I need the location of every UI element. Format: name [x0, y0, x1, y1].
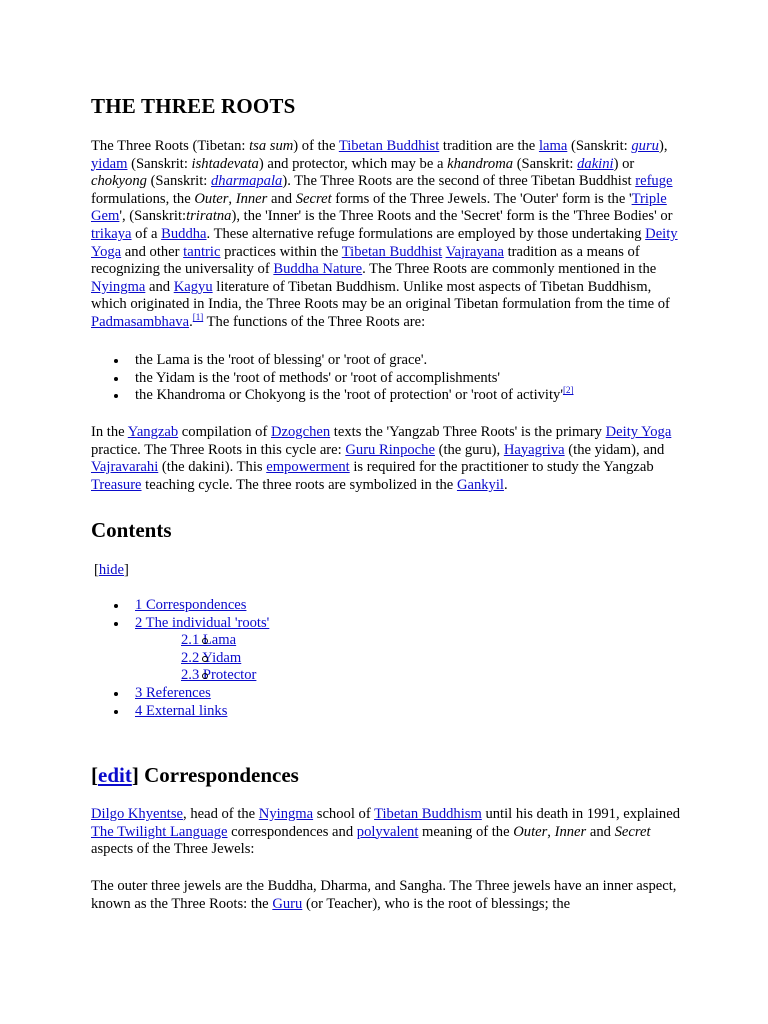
link-treasure[interactable]: Treasure: [91, 476, 142, 493]
toc-sublist: [135, 632, 735, 685]
roots-function-list: [91, 352, 691, 405]
link-guru-rinpoche[interactable]: Guru Rinpoche: [345, 441, 435, 458]
link-guru-2[interactable]: Guru: [272, 895, 303, 912]
link-tantric[interactable]: tantric: [183, 243, 221, 260]
link-dzogchen[interactable]: Dzogchen: [270, 424, 331, 440]
toc-item: [91, 703, 691, 721]
link-nyingma-2[interactable]: Nyingma: [258, 806, 314, 822]
link-yidam[interactable]: yidam: [91, 155, 128, 172]
toc-link-individual-roots[interactable]: 2 The individual 'roots': [135, 614, 270, 631]
link-empowerment[interactable]: empowerment: [266, 459, 350, 476]
toc-link-yidam[interactable]: 2.2 Yidam: [181, 649, 242, 666]
link-gankyil[interactable]: Gankyil: [456, 476, 504, 493]
toc-item: [135, 650, 735, 668]
link-kagyu[interactable]: Kagyu: [173, 278, 213, 295]
yangzab-paragraph: In the Yangzab compilation of Dzogchen texts the 'Yangzab Three Roots' is the primary Deity Yoga practice. The Three Roots in this cycle are: Guru Rinpoche (the guru), Hayagriva (the yidam), and Vajravarahi (the dakini). This empowerment is required for the practitioner to study the Yangzab Treasure teaching cycle. The three roots are symbolized in the Gankyil.: [91, 424, 672, 493]
toc-item: [91, 597, 691, 615]
intro-paragraph: The Three Roots (Tibetan: tsa sum) of the Tibetan Buddhist tradition are the lama (Sanskrit: guru), yidam (Sanskrit: ishtadevata) and protector, which may be a khandroma (Sanskrit: dakini) or chokyong (Sanskrit: dharmapala). The Three Roots are the second of three Tibetan Buddhist refuge formulations, the Outer, Inner and Secret forms of the Three Jewels. The 'Outer' form is the 'Triple Gem', (Sanskrit:triratna), the 'Inner' is the Three Roots and the 'Secret' form is the 'Three Bodies' or trikaya of a Buddha. These alternative refuge formulations are employed by those undertaking Deity Yoga and other tantric practices within the Tibetan Buddhist Vajrayana tradition as a means of recognizing the universality of Buddha Nature. The Three Roots are commonly mentioned in the Nyingma and Kagyu literature of Tibetan Buddhism. Unlike most aspects of Tibetan Buddhism, which originated in India, the Three Roots may be an original Tibetan formulation from the time of Padmasambhava.[1] The functions of the Three Roots are:: [91, 138, 678, 330]
link-tibetan-buddhist[interactable]: Tibetan Buddhist: [338, 138, 440, 154]
list-item: the Yidam is the 'root of methods' or 'root of accomplishments': [91, 370, 691, 388]
link-tibetan-buddhism[interactable]: Tibetan Buddhism: [374, 806, 482, 822]
toc-link-external-links[interactable]: 4 External links: [135, 702, 228, 719]
link-yangzab[interactable]: Yangzab: [127, 424, 179, 440]
link-hayagriva[interactable]: Hayagriva: [503, 441, 565, 458]
reference-link-2[interactable]: [2]: [562, 385, 574, 396]
correspondences-heading: [edit] Correspondences: [91, 763, 299, 787]
link-dharmapala[interactable]: dharmapala: [210, 173, 283, 190]
list-item: the Lama is the 'root of blessing' or 'root of grace'.: [91, 352, 691, 370]
link-deity-yoga-2[interactable]: Deity Yoga: [605, 424, 672, 440]
toc-hide-link[interactable]: hide: [98, 562, 125, 578]
toc-toggle: [hide]: [94, 562, 129, 578]
link-nyingma[interactable]: Nyingma: [91, 278, 146, 295]
link-tibetan-buddhist-2[interactable]: Tibetan Buddhist: [341, 243, 443, 260]
three-jewels-paragraph: The outer three jewels are the Buddha, Dharma, and Sangha. The Three jewels have an inner aspect, known as the Three Roots: the Guru (or Teacher), who is the root of blessings; the: [91, 878, 677, 912]
edit-section-link[interactable]: edit: [98, 763, 132, 787]
reference-link-1[interactable]: [1]: [192, 311, 204, 322]
link-deity-yoga[interactable]: Deity Yoga: [91, 225, 678, 260]
toc-item: [135, 632, 735, 650]
toc-item: [91, 615, 691, 685]
link-buddha-nature[interactable]: Buddha Nature: [273, 261, 363, 278]
link-padmasambhava[interactable]: Padmasambhava: [91, 313, 190, 330]
contents-heading: Contents: [91, 518, 172, 542]
toc-item: [135, 667, 735, 685]
toc-link-protector[interactable]: 2.3 Protector: [181, 667, 257, 684]
link-trikaya[interactable]: trikaya: [91, 225, 132, 242]
link-refuge[interactable]: refuge: [635, 173, 673, 190]
link-buddha[interactable]: Buddha: [161, 225, 207, 242]
link-twilight-language[interactable]: The Twilight Language: [91, 823, 228, 840]
link-vajrayana[interactable]: Vajrayana: [445, 243, 504, 260]
link-lama[interactable]: lama: [538, 138, 568, 154]
toc-link-lama[interactable]: 2.1 Lama: [181, 632, 237, 649]
page-title: THE THREE ROOTS: [91, 94, 296, 118]
toc-item: [91, 685, 691, 703]
link-dakini[interactable]: dakini: [577, 155, 614, 172]
toc-link-correspondences[interactable]: 1 Correspondences: [135, 597, 247, 613]
link-guru[interactable]: guru: [631, 138, 659, 154]
toc-link-references[interactable]: 3 References: [135, 684, 211, 701]
table-of-contents: [91, 597, 691, 720]
correspondences-paragraph: Dilgo Khyentse, head of the Nyingma school of Tibetan Buddhism until his death in 1991, explained The Twilight Language correspondences and polyvalent meaning of the Outer, Inner and Secret aspects of the Three Jewels:: [91, 806, 680, 858]
link-dilgo-khyentse[interactable]: Dilgo Khyentse: [91, 806, 184, 822]
link-polyvalent[interactable]: polyvalent: [356, 823, 419, 840]
list-item: the Khandroma or Chokyong is the 'root of protection' or 'root of activity'[2]: [91, 387, 691, 405]
link-vajravarahi[interactable]: Vajravarahi: [91, 459, 159, 476]
link-triple-gem[interactable]: Triple Gem: [91, 190, 667, 225]
